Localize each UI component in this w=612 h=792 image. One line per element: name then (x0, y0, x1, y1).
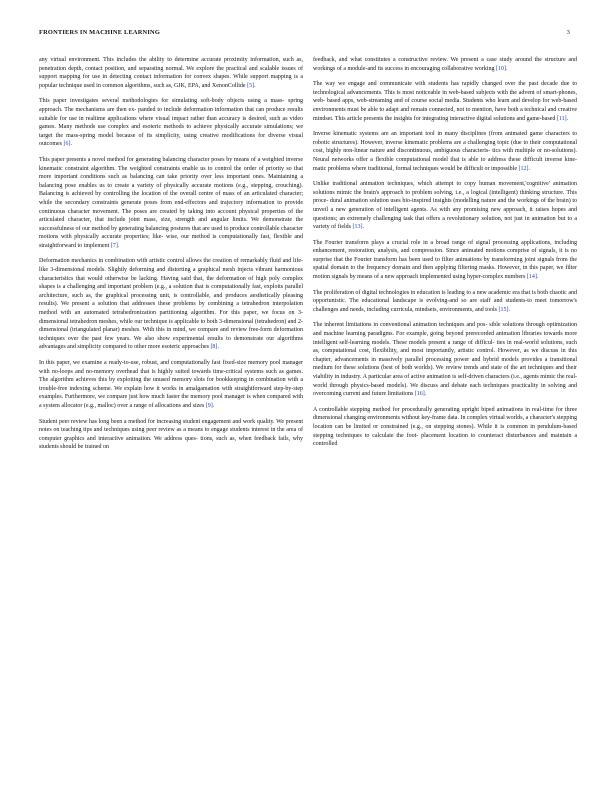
abstract-paragraph: The way we engage and communicate with students has rapidly changed over the past decade due to technological advancements. This is most noticeable in web-based subjects with the advent of smart-phones, web- based apps, web-streaming and of course social media. Students who learn and develop for web-based environments must be able to adapt and remain connected, not to mention, have both a technical and creative mindset. This article presents the insights for integrating interactive digital solutions and game-based [11]. (313, 81, 577, 122)
abstract-paragraph: This paper presents a novel method for generating balancing character poses by means of a weighted inverse kinematic constraint algorithm. The weighted constraints enable us to control the order of priority so that more important conditions such as balancing can take priority over less important ones. Maintaining a balancing pose enables us to create a variety of physically accurate motions (e.g., stepping, crouching). Balancing is achieved by controlling the location of the overall centre of mass of an articulated character; while the secondary constraints generate poses from end-effectors and trajectory information to provide continuous character movement. The poses are created by taking into account physical properties of the articulated character, that include joint mass, size, strength and angular limits. We demonstrate the successfulness of our method by generating balancing postures that are used to produce controllable character motions with physically accurate properties; like- wise, our method is computationally fast, flexible and straightforward to implement [7]. (39, 156, 303, 249)
abstract-paragraph: any virtual environment. This includes the ability to determine accurate proximity information, such as, penetration depth, contact position, and separating normal. We explore the practical and scalable issues of support mapping for use in detecting contact information for convex shapes. While support mapping is a popular technique used in common algorithms, such as, GJK, EPA, and XenonCollide [5]. (39, 57, 303, 89)
running-head: FRONTIERS IN MACHINE LEARNING (39, 29, 161, 36)
abstract-paragraph: A controllable stepping method for procedurally generating upright biped animations in real-time for three dimensional changing environments without key-frame data. In complex virtual worlds, a character's stepping location can be limited or constrained (e.g., on stepping stones). While it is common in pendulum-based stepping techniques to calculate the foot- placement location to counteract disturbances and maintain a controlled (313, 406, 578, 448)
abstract-paragraph: Student peer review has long been a method for increasing student engagement and work quality. We present notes on teaching tips and techniques using peer review as a means to engage students interest in the area of computer graphics and interactive animation. We address ques- tions, such as, when feedback fails, why students should be trained on (39, 418, 303, 451)
citation: [11] (556, 115, 567, 122)
citation: [13] (352, 224, 363, 231)
abstract-paragraph: The Fourier transform plays a crucial role in a broad range of signal processing applications, including enhancement, restoration, analysis, and compression. Since animated motions comprise of signals, it is no surprise that the Fourier transform has been used to filter animations by transforming joint signals from the spatial domain to the frequency domain and then applying filtering masks. However, in this paper, we filter motion signals by means of a new approach implemented using hyper-complex numbers [14]. (313, 239, 577, 281)
citation: [10] (495, 65, 506, 72)
abstract-paragraph: In this paper, we examine a ready-to-use, robust, and computationally fast fixed-size memory pool manager with no-loops and no-memory overhead that is highly suited towards time-critical systems such as games. The algorithm achieves this by exploiting the unused memory slots for bookkeeping in combination with a trouble-free indexing scheme. We explain how it works in amalgamation with straightforward step-by-step examples. Furthermore, we compare just how much faster the memory pool manager is when compared with a system allocator (e.g., malloc) over a range of allocations and sizes [9]. (39, 360, 303, 409)
abstract-paragraph: feedback, and what constitutes a constructive review. We present a case study around the structure and workings of a module-and its success in encouraging collaborative working [10]. (313, 57, 577, 72)
right-column (313, 56, 577, 456)
citation: [5] (247, 82, 255, 89)
citation: [14] (526, 274, 537, 281)
citation: [6] (63, 141, 71, 148)
abstract-paragraph: Inverse kinematic systems are an important tool in many disciplines (from animated game characters to robotic structures). However, inverse kinematic problems are a challenging topic (due to their computational cost, highly non-linear nature and discontinuous, ambiguous characteris- tics with multiple or no-solutions). Neural networks offer a flexible computational model that is able to address these difficult inverse kine- matic problems where traditional, formal techniques would be difficult or impossible [12]. (313, 131, 577, 172)
abstract-paragraph: This paper investigates several methodologies for simulating soft-body objects using a mass- spring approach. The mechanisms are then ex- panded to include deformation information that can produce results suitable for use in realtime applications where visual impact rather than accuracy is desired, such as video games. Many methods use complex and esoteric methods to achieve physically accurate simulations; we target the mass-spring model because of its simplicity, using creative modifications for diverse visual outcomes [6]. (39, 98, 303, 148)
citation: [15] (498, 306, 509, 313)
citation: [8] (210, 344, 218, 351)
page-header (39, 29, 570, 39)
citation: [9] (205, 402, 213, 409)
abstract-paragraph: Unlike traditional animation techniques, which attempt to copy human movement,'cognitive' animation solutions mimic the brain's approach to problem solving, i.e., a logical (intelligent) thinking structure. This proce- dural animation solution uses bio-inspired insights (modelling nature and the workings of the brain) to unveil a new generation of intelligent agents. As with any promising new approach, it raises hopes and questions; an extremely challenging task that offers a revolutionary solution, not just in animation but to a variety of fields [13]. (313, 181, 577, 231)
abstract-paragraph: The inherent limitations in conventional animation techniques and pos- sible solutions through optimization and machine learning paradigms. For example, going beyond prerecorded animation libraries towards more intelligent self-learning models. These models present a range of difficul- ties in real-world solutions, such as, computational cost, flexibility, and most importantly, artistic control. However, as we discuss in this chapter, advancements in massively parallel processing power and hybrid models provides a transitional medium for these solutions (best of both worlds). We review trends and state of the art techniques and their viability in industry. A particular area of active animation is self-driven characters (i.e., agents mimic the real-world through physics-based models). We discuss and debate each techniques practicality in solving and overcoming current and future limitations [16]. (313, 322, 577, 398)
citation: [16] (414, 391, 425, 398)
page-number: 3 (566, 29, 570, 36)
citation: [7] (110, 242, 118, 249)
citation: [12] (518, 165, 529, 172)
abstract-paragraph: Deformation mechanics in combination with artistic control allows the creation of remarkably fluid and life-like 3-dimensional models. Slightly deforming and distorting a graphical mesh injects vibrant harmonious characteristics that would otherwise be lacking. Having said that, the deformation of high poly complex shapes is a challenging and important problem (e.g., a solution that is computationally fast, exploits parallel architecture, such as, the graphical processing unit, is controllable, and produces aesthetically pleasing results). We present a solution that addresses these problems by combining a tetrahedron interpolation method with an automated tetrahedronization partitioning algorithm. For this paper, we focus on 3-dimensional tetrahedron meshes, while our technique is applicable to both 3-dimensional (tetrahedron) and 2- dimensional (triangulated planar) meshes. With this in mind, we compare and review free-form deformation techniques over the past few years. We also show experimental results to demonstrate our algorithms advantages and simplicity compared to other more esoteric approaches [8]. (39, 258, 303, 351)
abstract-paragraph: The proliferation of digital technologies in education is leading to a new academic era that is both chaotic and opportunistic. The educational landscape is evolving-and so are staff and students-to meet tomorrow's challenges and needs, including curricula, mindsets, environments, and tools [15]. (313, 289, 577, 313)
left-column (39, 56, 303, 459)
